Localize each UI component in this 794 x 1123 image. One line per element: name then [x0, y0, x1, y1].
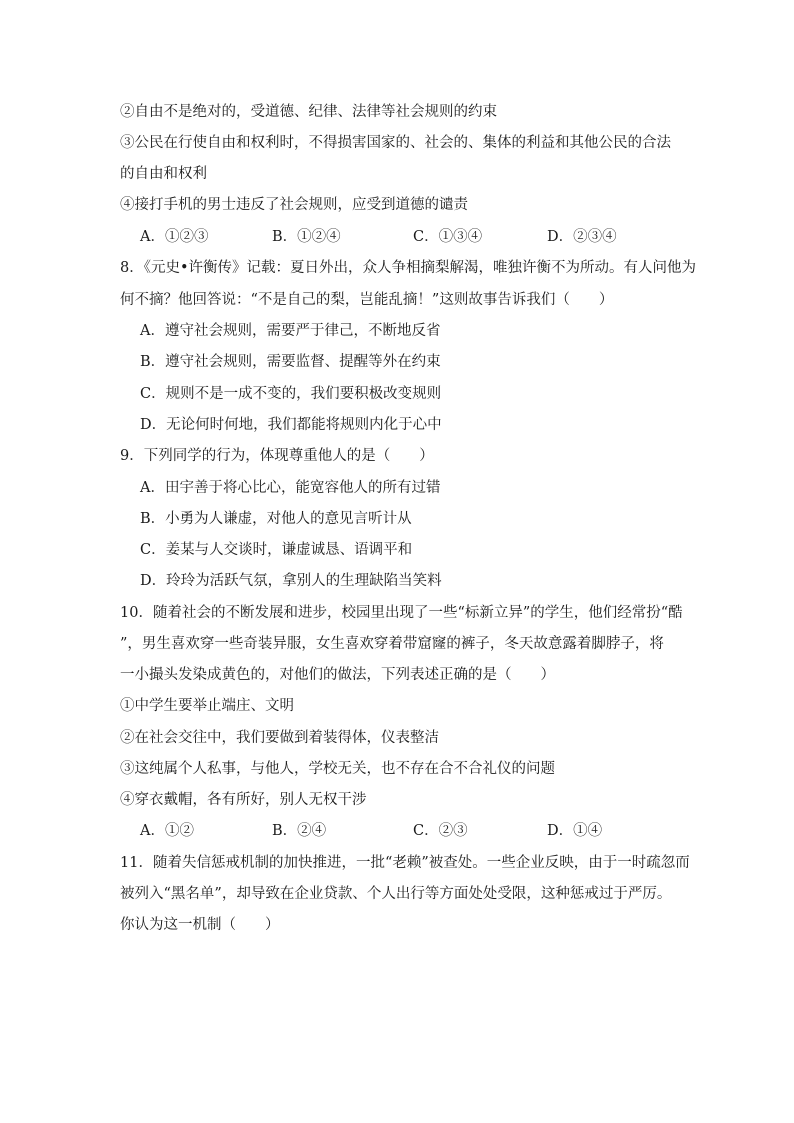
q7-item-3-line1: ③公民在行使自由和权利时，不得损害国家的、社会的、集体的利益和其他公民的合法: [120, 135, 671, 151]
q10-stem-line3: 一小撮头发染成黄色的，对他们的做法，下列表述正确的是（ ）: [120, 667, 555, 683]
q10-option-b: B．②④: [272, 823, 327, 839]
q11-stem-line1: 11．随着失信惩戒机制的加快推进，一批“老赖”被查处。一些企业反映，由于一时疏忽而: [120, 855, 690, 871]
q8-option-a: A．遵守社会规则，需要严于律己，不断地反省: [140, 323, 441, 339]
q7-option-a: A．①②③: [140, 229, 209, 245]
q7-item-3-line2: 的自由和权利: [120, 166, 207, 182]
q9-stem: 9．下列同学的行为，体现尊重他人的是（ ）: [120, 448, 434, 464]
q10-item-2: ②在社会交往中，我们要做到着装得体，仪表整洁: [120, 730, 439, 746]
q10-option-d: D．①④: [547, 823, 603, 839]
q11-stem-line2: 被列入“黑名单”，却导致在企业贷款、个人出行等方面处处受限，这种惩戒过于严厉。: [120, 886, 672, 902]
q7-option-d: D．②③④: [547, 229, 617, 245]
q7-option-b: B．①②④: [272, 229, 341, 245]
q11-stem-line3: 你认为这一机制（ ）: [120, 917, 280, 933]
q10-item-3: ③这纯属个人私事，与他人，学校无关，也不存在合不合礼仪的问题: [120, 761, 555, 777]
q8-stem-line2: 何不摘？他回答说：“不是自己的梨，岂能乱摘！”这则故事告诉我们（ ）: [120, 292, 614, 308]
q9-option-b: B．小勇为人谦虚，对他人的意见言听计从: [140, 511, 412, 527]
q8-option-c: C．规则不是一成不变的，我们要积极改变规则: [140, 386, 442, 402]
q9-option-a: A．田宇善于将心比心，能宽容他人的所有过错: [140, 480, 441, 496]
q10-option-a: A．①②: [140, 823, 194, 839]
q8-stem-line1: 8．《元史•许衡传》记载：夏日外出，众人争相摘梨解渴，唯独许衡不为所动。有人问他为: [120, 260, 697, 276]
q8-option-b: B．遵守社会规则，需要监督、提醒等外在约束: [140, 354, 441, 370]
q9-option-c: C．姜某与人交谈时，谦虚诚恳、语调平和: [140, 542, 413, 558]
q10-option-c: C．②③: [413, 823, 468, 839]
q10-item-4: ④穿衣戴帽，各有所好，别人无权干涉: [120, 792, 367, 808]
q7-item-2: ②自由不是绝对的，受道德、纪律、法律等社会规则的约束: [120, 104, 497, 120]
q10-stem-line2: ”，男生喜欢穿一些奇装异服，女生喜欢穿着带窟窿的裤子，冬天故意露着脚脖子，将: [120, 636, 664, 652]
q7-option-c: C．①③④: [413, 229, 483, 245]
q7-item-4: ④接打手机的男士违反了社会规则，应受到道德的谴责: [120, 197, 468, 213]
q8-option-d: D．无论何时何地，我们都能将规则内化于心中: [140, 417, 442, 433]
q10-stem-line1: 10．随着社会的不断发展和进步，校园里出现了一些“标新立异”的学生，他们经常扮“酷: [120, 605, 683, 621]
q9-option-d: D．玲玲为活跃气氛，拿别人的生理缺陷当笑料: [140, 573, 442, 589]
q10-item-1: ①中学生要举止端庄、文明: [120, 698, 294, 714]
